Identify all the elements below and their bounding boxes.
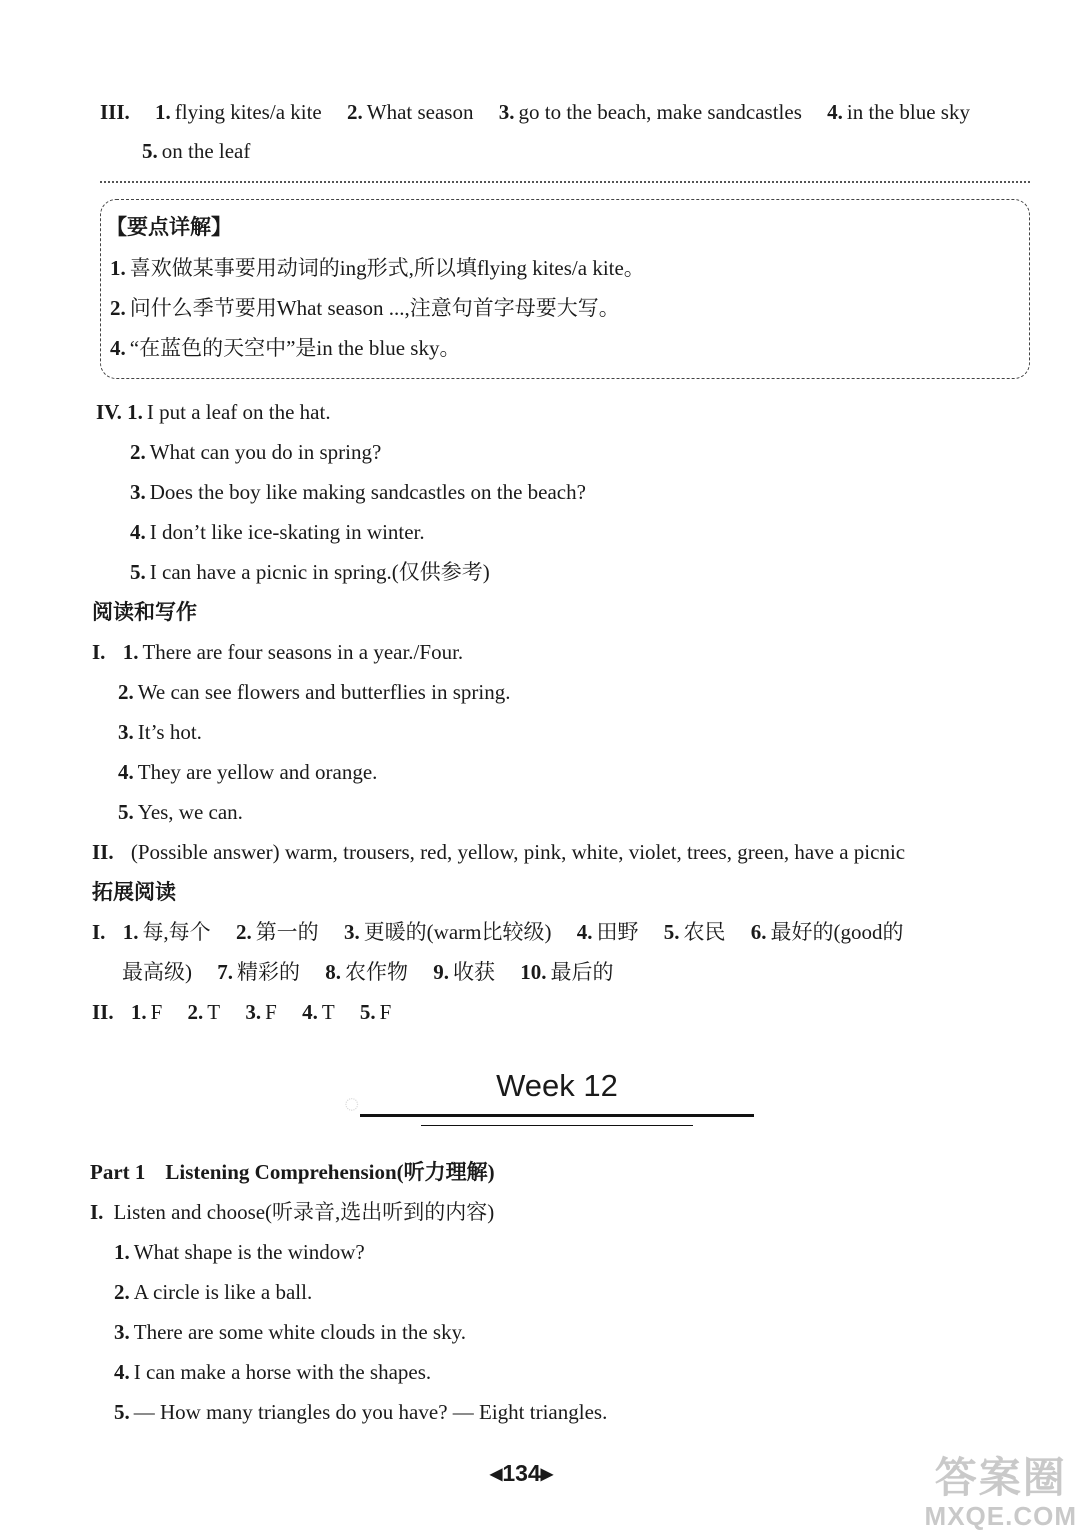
extended-s2 xyxy=(92,998,391,1026)
s3-5-num: 5. xyxy=(142,139,158,163)
tf-5-num: 5. xyxy=(359,1000,376,1024)
listen-row-2 xyxy=(114,1278,312,1306)
ext-5-num: 5. xyxy=(663,920,680,944)
ext-9-num: 9. xyxy=(433,960,449,984)
ext-2-text: 第一的 xyxy=(255,920,319,944)
listen-3-text: There are some white clouds in the sky. xyxy=(133,1320,466,1344)
extended-s1-row-2 xyxy=(122,958,614,986)
reading-s2 xyxy=(92,838,905,866)
listen-row-1 xyxy=(114,1238,365,1266)
s3-2-text: What season xyxy=(366,100,474,124)
keypoint-2-num: 2. xyxy=(110,296,126,320)
s3-3-num: 3. xyxy=(498,100,515,124)
week-title-rule xyxy=(360,1114,754,1117)
listen-4-text: I can make a horse with the shapes. xyxy=(133,1360,432,1384)
ext-4-num: 4. xyxy=(576,920,593,944)
ext-5-text: 农民 xyxy=(683,920,726,944)
keypoint-2-text: 问什么季节要用What season ...,注意句首字母要大写。 xyxy=(129,296,620,320)
decorative-mark: ◌ xyxy=(344,1088,360,1118)
s4-3-num: 3. xyxy=(130,480,146,504)
ext-6-text: 最好的(good的 xyxy=(770,920,904,944)
keypoint-2 xyxy=(110,294,620,322)
watermark-en: MXQE.COM xyxy=(924,1501,1077,1531)
s3-2-num: 2. xyxy=(347,100,363,124)
listen-row-5 xyxy=(114,1398,607,1426)
s3-label: III. xyxy=(100,100,130,124)
dotted-divider xyxy=(100,181,1030,183)
reading-3-num: 3. xyxy=(118,720,134,744)
ext-10-num: 10. xyxy=(520,960,547,984)
s4-5-num: 5. xyxy=(130,560,146,584)
keypoints-title: 【要点详解】 xyxy=(106,215,232,239)
s4-row-4 xyxy=(130,518,425,546)
tf-3-text: F xyxy=(265,1000,277,1024)
extended-heading: 拓展阅读 xyxy=(92,880,176,904)
week-title: Week 12 xyxy=(496,1068,618,1103)
ext-2-num: 2. xyxy=(235,920,252,944)
reading-1-text: There are four seasons in a year./Four. xyxy=(142,640,464,664)
s3-3-text: go to the beach, make sandcastles xyxy=(518,100,802,124)
listen-row-4 xyxy=(114,1358,431,1386)
s3-row-2 xyxy=(142,137,250,165)
part1-heading xyxy=(90,1158,495,1186)
week-s1-label: I. xyxy=(90,1200,104,1224)
reading-s1-row-1 xyxy=(92,638,463,666)
reading-s1-row-3 xyxy=(118,718,202,746)
s3-row-1 xyxy=(100,98,970,126)
week-s1-heading xyxy=(90,1198,494,1226)
tf-4-text: T xyxy=(321,1000,335,1024)
reading-1-num: 1. xyxy=(122,640,139,664)
ext-8-text: 农作物 xyxy=(345,960,408,984)
tf-5-text: F xyxy=(379,1000,392,1024)
listen-4-num: 4. xyxy=(114,1360,130,1384)
ext-3-text: 更暖的(warm比较级) xyxy=(363,920,552,944)
listen-2-text: A circle is like a ball. xyxy=(133,1280,313,1304)
part1-label: Part 1 xyxy=(90,1160,146,1184)
listen-3-num: 3. xyxy=(114,1320,130,1344)
s4-row-1 xyxy=(96,398,331,426)
ext-8-num: 8. xyxy=(325,960,341,984)
listen-1-num: 1. xyxy=(114,1240,130,1264)
reading-4-num: 4. xyxy=(118,760,134,784)
tf-4-num: 4. xyxy=(302,1000,318,1024)
ext-9-text: 收获 xyxy=(453,960,495,984)
page-number xyxy=(490,1460,553,1487)
listen-5-text: — How many triangles do you have? — Eight triangles. xyxy=(133,1400,608,1424)
s4-2-num: 2. xyxy=(130,440,146,464)
s4-5-text: I can have a picnic in spring.(仅供参考) xyxy=(149,560,490,584)
s3-1-num: 1. xyxy=(155,100,171,124)
reading-3-text: It’s hot. xyxy=(137,720,202,744)
s4-label: IV. xyxy=(96,400,122,424)
left-triangle-icon: ◀ xyxy=(490,1466,503,1483)
keypoint-4-num: 4. xyxy=(110,336,126,360)
s4-row-2 xyxy=(130,438,381,466)
keypoint-1 xyxy=(110,254,645,282)
s4-4-text: I don’t like ice-skating in winter. xyxy=(149,520,425,544)
s3-4-text: in the blue sky xyxy=(846,100,970,124)
s3-5-text: on the leaf xyxy=(161,139,251,163)
s4-row-3 xyxy=(130,478,586,506)
s3-1-text: flying kites/a kite xyxy=(174,100,322,124)
reading-s1-row-5 xyxy=(118,798,243,826)
listen-2-num: 2. xyxy=(114,1280,130,1304)
reading-s1-row-4 xyxy=(118,758,377,786)
reading-s2-text: (Possible answer) warm, trousers, red, yellow, pink, white, violet, trees, green, have a picnic xyxy=(130,840,906,864)
right-triangle-icon: ▶ xyxy=(540,1466,553,1483)
tf-1-num: 1. xyxy=(130,1000,147,1024)
tf-2-text: T xyxy=(207,1000,221,1024)
reading-2-num: 2. xyxy=(118,680,134,704)
part1-title: Listening Comprehension(听力理解) xyxy=(165,1160,495,1184)
week-s1-title: Listen and choose(听录音,选出听到的内容) xyxy=(113,1200,495,1224)
watermark xyxy=(925,1454,1077,1530)
ext-1-text: 每,每个 xyxy=(142,920,211,944)
tf-1-text: F xyxy=(150,1000,163,1024)
ext-3-num: 3. xyxy=(343,920,360,944)
reading-4-text: They are yellow and orange. xyxy=(137,760,378,784)
s4-3-text: Does the boy like making sandcastles on the beach? xyxy=(149,480,586,504)
s4-1-text: I put a leaf on the hat. xyxy=(146,400,331,424)
extended-s2-label: II. xyxy=(92,1000,114,1024)
keypoint-4 xyxy=(110,334,460,362)
reading-s1-label: I. xyxy=(92,640,106,664)
s4-2-text: What can you do in spring? xyxy=(149,440,382,464)
tf-3-num: 3. xyxy=(245,1000,262,1024)
ext-6-num: 6. xyxy=(750,920,767,944)
reading-s2-label: II. xyxy=(92,840,114,864)
week-title-subrule xyxy=(421,1125,693,1126)
reading-2-text: We can see flowers and butterflies in spring. xyxy=(137,680,511,704)
ext-10-text: 最后的 xyxy=(550,960,614,984)
reading-5-text: Yes, we can. xyxy=(137,800,243,824)
ext-4-text: 田野 xyxy=(596,920,639,944)
ext-7-text: 精彩的 xyxy=(237,960,300,984)
keypoint-1-text: 喜欢做某事要用动词的ing形式,所以填flying kites/a kite。 xyxy=(129,256,645,280)
listen-row-3 xyxy=(114,1318,466,1346)
ext-1-num: 1. xyxy=(122,920,139,944)
s4-row-5 xyxy=(130,558,490,586)
s4-1-num: 1. xyxy=(127,400,143,424)
reading-5-num: 5. xyxy=(118,800,134,824)
reading-s1-row-2 xyxy=(118,678,510,706)
extended-s1-label: I. xyxy=(92,920,106,944)
keypoint-4-text: “在蓝色的天空中”是in the blue sky。 xyxy=(129,336,461,360)
page-number-text: 134 xyxy=(502,1460,541,1486)
reading-heading: 阅读和写作 xyxy=(92,600,197,624)
ext-7-num: 7. xyxy=(217,960,233,984)
listen-5-num: 5. xyxy=(114,1400,130,1424)
listen-1-text: What shape is the window? xyxy=(133,1240,365,1264)
tf-2-num: 2. xyxy=(187,1000,204,1024)
s4-4-num: 4. xyxy=(130,520,146,544)
extended-s1-row-1 xyxy=(92,918,904,946)
s3-4-num: 4. xyxy=(827,100,843,124)
watermark-cn: 答案圈 xyxy=(934,1454,1067,1501)
keypoint-1-num: 1. xyxy=(110,256,126,280)
ext-6-text-cont: 最高级) xyxy=(122,960,192,984)
